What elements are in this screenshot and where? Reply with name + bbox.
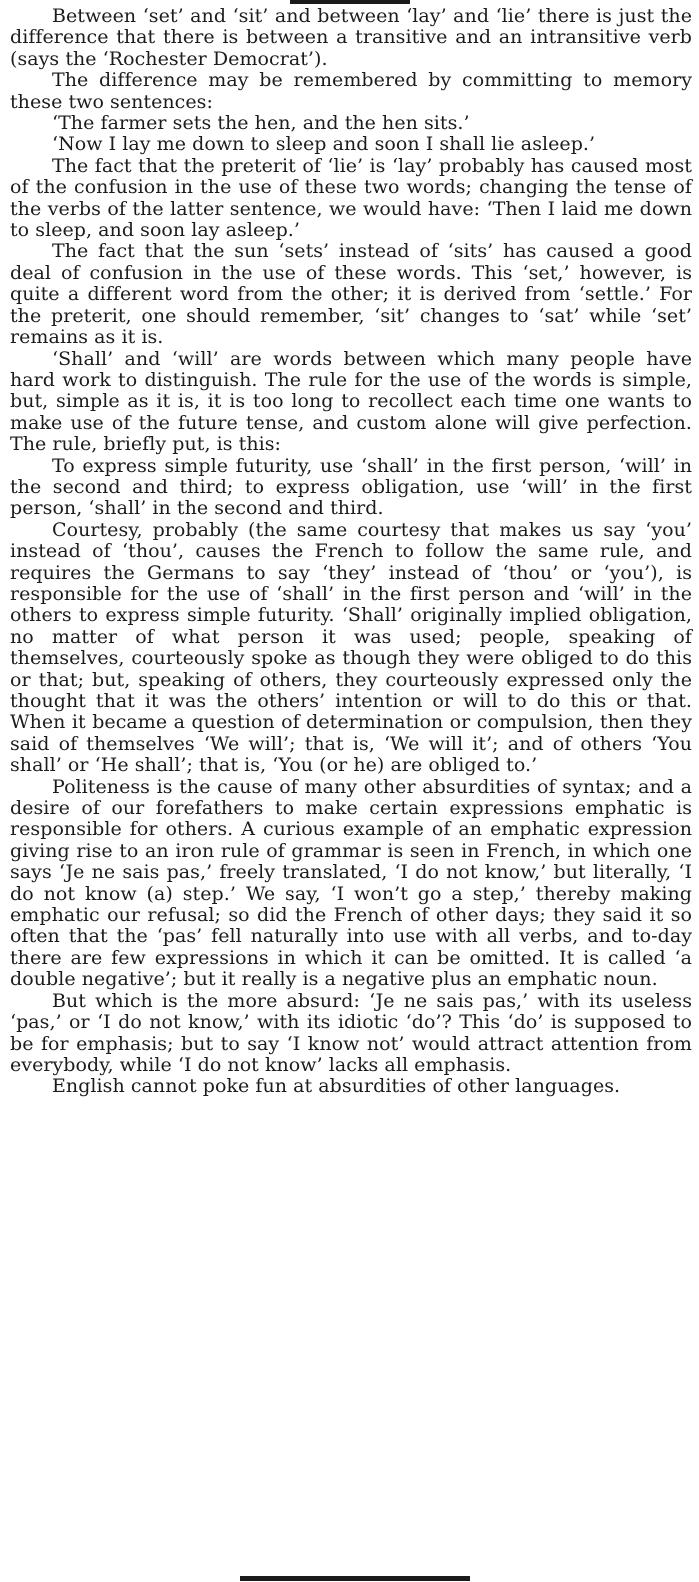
article-column (10, 6, 692, 1098)
top-column-rule (290, 0, 410, 4)
paragraph: ‘Now I lay me down to sleep and soon I shall lie asleep.’ (52, 133, 596, 156)
paragraph: English cannot poke fun at absurdities of other languages. (52, 1075, 621, 1098)
paragraph: ‘The farmer sets the hen, and the hen sits.’ (52, 112, 470, 135)
paragraph: But which is the more absurd: ‘Je ne sais pas,’ with its useless ‘pas,’ or ‘I do not know,’ with its idiotic ‘do’? This ‘do’ is supposed to be for emphasis; but to say ‘I know not’ would attract attention from everybody, while ‘I do not know’ lacks all emphasis. (10, 989, 692, 1076)
paragraph: The fact that the preterit of ‘lie’ is ‘lay’ probably has caused most of the confusion in the use of these two words; changing the tense of the verbs of the latter sentence, we would have: ‘Then I laid me down to sleep, and soon lay asleep.’ (10, 154, 692, 242)
bottom-column-rule (240, 1576, 470, 1581)
paragraph: ‘Shall’ and ‘will’ are words between which many people have hard work to distinguish. The rule for the use of the words is simple, but, simple as it is, it is too long to recollect each time one wants to make use of the future tense, and custom alone will give perfection. The rule, briefly put, is this: (10, 347, 692, 456)
paragraph: Between ‘set’ and ‘sit’ and between ‘lay’ and ‘lie’ there is just the difference that there is between a transitive and an intransitive verb (says the ‘Rochester Democrat’). (10, 5, 692, 70)
paragraph: The difference may be remembered by committing to memory these two sentences: (10, 69, 692, 113)
paragraph: Courtesy, probably (the same courtesy that makes us say ‘you’ instead of ‘thou’, causes the French to follow the same rule, and requires the Germans to say ‘they’ instead of ‘thou’ or ‘you’), is responsible for the use of ‘shall’ in the first person and ‘will’ in the others to express simple futurity. ‘Shall’ originally implied obligation, no matter of what person it was used; people, speaking of themselves, courteously spoke as though they were obliged to do this or that; but, speaking of others, they courteously expressed only the thought that it was the others’ intention or will to do this or that. When it became a question of determination or compulsion, then they said of themselves ‘We will’; that is, ‘We will it’; and of others ‘You shall’ or ‘He shall’; that is, ‘You (or he) are obliged to.’ (10, 518, 692, 777)
paragraph: To express simple futurity, use ‘shall’ in the first person, ‘will’ in the second and third; to express obligation, use ‘will’ in the first person, ‘shall’ in the second and third. (10, 454, 692, 520)
paragraph: Politeness is the cause of many other absurdities of syntax; and a desire of our forefathers to make certain expressions emphatic is responsible for others. A curious example of an emphatic expression giving rise to an iron rule of grammar is seen in French, in which one says ‘Je ne sais pas,’ freely translated, ‘I do not know,’ but literally, ‘I do not know (a) step.’ We say, ‘I won’t go a step,’ thereby making emphatic our refusal; so did the French of other days; they said it so often that the ‘pas’ fell naturally into use with all verbs, and to-day there are few expressions in which it can be omitted. It is called ‘a double negative’; but it really is a negative plus an emphatic noun. (10, 775, 692, 991)
paragraph: The fact that the sun ‘sets’ instead of ‘sits’ has caused a good deal of confusion in the use of these words. This ‘set,’ however, is quite a different word from the other; it is derived from ‘settle.’ For the preterit, one should remember, ‘sit’ changes to ‘sat’ while ‘set’ remains as it is. (10, 240, 692, 349)
